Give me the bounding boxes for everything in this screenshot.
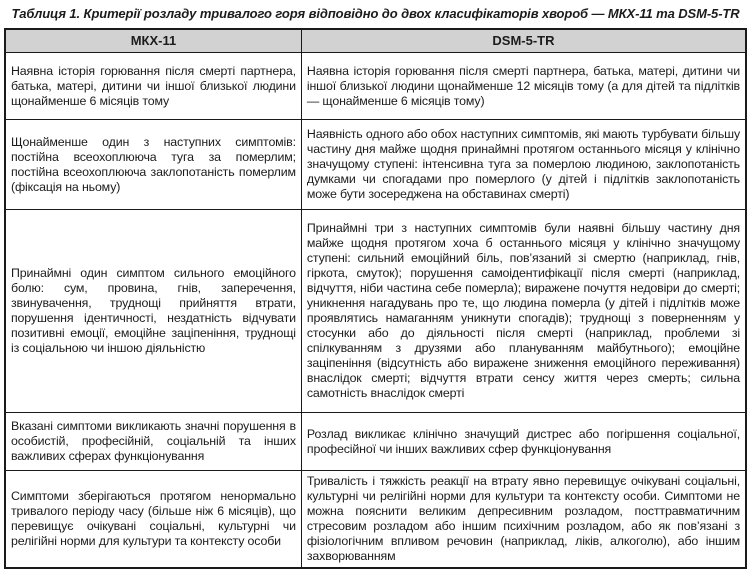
mkx-cell: Наявна історія горювання після смерті партнера, батька, матері, дитини чи іншої близької людини щонайменше 6 місяців тому — [5, 53, 301, 120]
criteria-table — [4, 28, 747, 570]
table-row — [5, 210, 746, 413]
table-row — [5, 413, 746, 471]
table-row — [5, 53, 746, 120]
dsm-header-cell: DSM-5-TR — [301, 29, 746, 53]
dsm-cell: Наявна історія горювання після смерті партнера, батька, матері, дитини чи іншої близької людини щонайменше 12 місяців тому (а для дітей та підлітків — щонайменше 6 місяців тому) — [301, 53, 746, 120]
mkx-cell: Симптоми зберігаються протягом ненормально тривалого періоду часу (більше ніж 6 місяців), що перевищує очікувані соціальні, культурні чи релігійні норми для культури та контексту особи — [5, 471, 301, 569]
header-row — [5, 29, 746, 53]
dsm-cell: Наявність одного або обох наступних симптомів, які мають турбувати більшу частину дня майже щодня принаймні протягом останнього місяця у клінічно значущому ступені: інтенсивна туга за померлою людиною, заклопотаність думками чи спогадами про померлого (у дітей і підлітків заклопотаність може бути зосереджена на обставинах смерті) — [301, 120, 746, 210]
table-row — [5, 120, 746, 210]
dsm-cell: Розлад викликає клінічно значущий дистрес або погіршення соціальної, професійної чи інших важливих сфер функціонування — [301, 413, 746, 471]
mkx-cell: Вказані симптоми викликають значні порушення в особистій, професійній, соціальній та інших важливих сферах функціонування — [5, 413, 301, 471]
table-title: Таблиця 1. Критерії розладу тривалого горя відповідно до двох класифікаторів хвороб — МКХ-11 та DSM-5-TR — [11, 6, 740, 21]
dsm-cell: Тривалість і тяжкість реакції на втрату явно перевищує очікувані соціальні, культурні чи релігійні норми для культури та контексту особи. Симптоми не можна пояснити великим депресивним розладом, посттравматичним стресовим розладом або іншим психічним розладом, або як пов’язані з фізіологічним впливом речовин (наприклад, ліків, алкоголю), або іншим захворюванням — [301, 471, 746, 569]
mkx-header-cell: МКХ-11 — [5, 29, 301, 53]
table-row — [5, 471, 746, 569]
mkx-cell: Принаймні один симптом сильного емоційного болю: сум, провина, гнів, заперечення, звинувачення, труднощі прийняття втрати, порушення ідентичності, нездатність відчувати позитивні емоції, емоційне заціпеніння, труднощі із соціальною чи іншою діяльністю — [5, 210, 301, 413]
mkx-cell: Щонайменше один з наступних симптомів: постійна всеохоплююча туга за померлим; постійна всеохоплююча заклопотаність померлим (фіксація на ньому) — [5, 120, 301, 210]
dsm-cell: Принаймні три з наступних симптомів були наявні більшу частину дня майже щодня протягом хоча б останнього місяця у клінічно значущому ступені: сильний емоційний біль, пов’язаний зі смертю (наприклад, гнів, гіркота, смуток); порушення самоідентифікації після смерті (наприклад, відчуття, ніби частина себе померла); виражене почуття недовіри до смерті; уникнення нагадувань про те, що людина померла (у дітей і підлітків може проявлятись намаганням уникнути спогадів); труднощі з поверненням у стосунки або до діяльності після смерті (наприклад, проблеми зі спілкуванням з друзями або плануванням майбутнього); емоційне заціпеніння (відсутність або виражене зниження емоційного переживання) внаслідок смерті; відчуття втрати сенсу життя через смерть; сильна самотність внаслідок смерті — [301, 210, 746, 413]
